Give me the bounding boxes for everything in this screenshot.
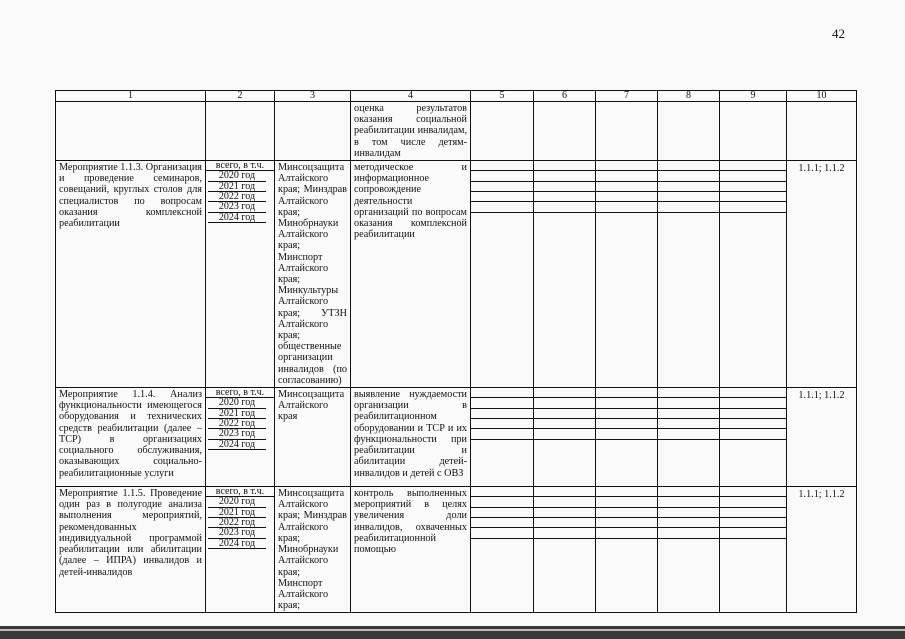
event-name: Мероприятие 1.1.3. Организация и проведение семинаров, совещаний, круглых столов для специалистов по вопросам оказания комплексной реабилитации (59, 162, 202, 230)
executors: Минсоцзащита Алтайского края; Минздрав Алтайского края; Минобрнауки Алтайского края; Минспорт Алтайского края; Минкультуры Алтайского края; УТЗН Алтайского края; общественные организации инвалидов (по согласованию) (278, 162, 347, 386)
indicator-code: 1.1.1; 1.1.2 (798, 390, 845, 402)
year-label: 2021 год (208, 409, 266, 419)
year-label: 2024 год (208, 440, 266, 450)
year-label: 2024 год (208, 213, 266, 223)
header-row (56, 91, 857, 102)
table-row (56, 487, 857, 613)
measures-table (55, 90, 857, 613)
year-label: 2021 год (208, 508, 266, 518)
table-row-continuation (56, 102, 857, 161)
executors: Минсоцзащита Алтайского края; Минздрав Алтайского края; Минобрнауки Алтайского края; Минспорт Алтайского края; (278, 488, 347, 612)
year-label: всего, в т.ч. (206, 487, 274, 497)
continued-result: оценка результатов оказания социальной реабилитации инвалидам, в том числе детям-инвалидам (354, 103, 467, 159)
event-name: Мероприятие 1.1.5. Проведение один раз в полугодие анализа выполнения мероприятий, рекомендованных индивидуальной программой реабилитации или абилитации (далее – ИПРА) инвалидов и детей-инвалидов (59, 488, 202, 578)
indicator-code: 1.1.1; 1.1.2 (798, 163, 845, 175)
col-header-10: 10 (787, 91, 857, 102)
year-label: 2023 год (208, 429, 266, 439)
year-label: 2020 год (208, 398, 266, 408)
year-label: всего, в т.ч. (206, 388, 274, 398)
year-label: 2021 год (208, 182, 266, 192)
event-name: Мероприятие 1.1.4. Анализ функциональности имеющегося оборудования и технических средств реабилитации (далее – ТСР) в организациях социального обслуживания, оказывающих социально-реабилитационные услуги (59, 389, 202, 479)
table-row (56, 161, 857, 388)
expected-result: контроль выполненных мероприятий в целях увеличения доли инвалидов, охваченных реабилитационной помощью (354, 488, 467, 556)
col-header-5: 5 (471, 91, 534, 102)
table-row (56, 388, 857, 487)
col-header-8: 8 (658, 91, 720, 102)
year-label: 2022 год (208, 419, 266, 429)
expected-result: методическое и информационное сопровождение деятельности организаций по вопросам оказания комплексной реабилитации (354, 162, 467, 241)
scan-edge (0, 626, 905, 639)
col-header-9: 9 (720, 91, 787, 102)
year-label: 2024 год (208, 539, 266, 549)
col-header-7: 7 (596, 91, 658, 102)
col-header-1: 1 (56, 91, 206, 102)
year-label: 2020 год (208, 497, 266, 507)
year-label: всего, в т.ч. (206, 161, 274, 171)
year-label: 2023 год (208, 202, 266, 212)
indicator-code: 1.1.1; 1.1.2 (798, 489, 845, 501)
page-number: 42 (832, 26, 845, 41)
col-header-3: 3 (275, 91, 351, 102)
col-header-4: 4 (351, 91, 471, 102)
col-header-2: 2 (206, 91, 275, 102)
year-label: 2022 год (208, 192, 266, 202)
year-label: 2023 год (208, 528, 266, 538)
year-label: 2022 год (208, 518, 266, 528)
year-label: 2020 год (208, 171, 266, 181)
col-header-6: 6 (534, 91, 596, 102)
executors: Минсоцзащита Алтайского края (278, 389, 345, 423)
expected-result: выявление нуждаемости организации в реабилитационном оборудовании и ТСР и их функциональности при реабилитации и абилитации детей-инвалидов и детей с ОВЗ (354, 389, 467, 479)
